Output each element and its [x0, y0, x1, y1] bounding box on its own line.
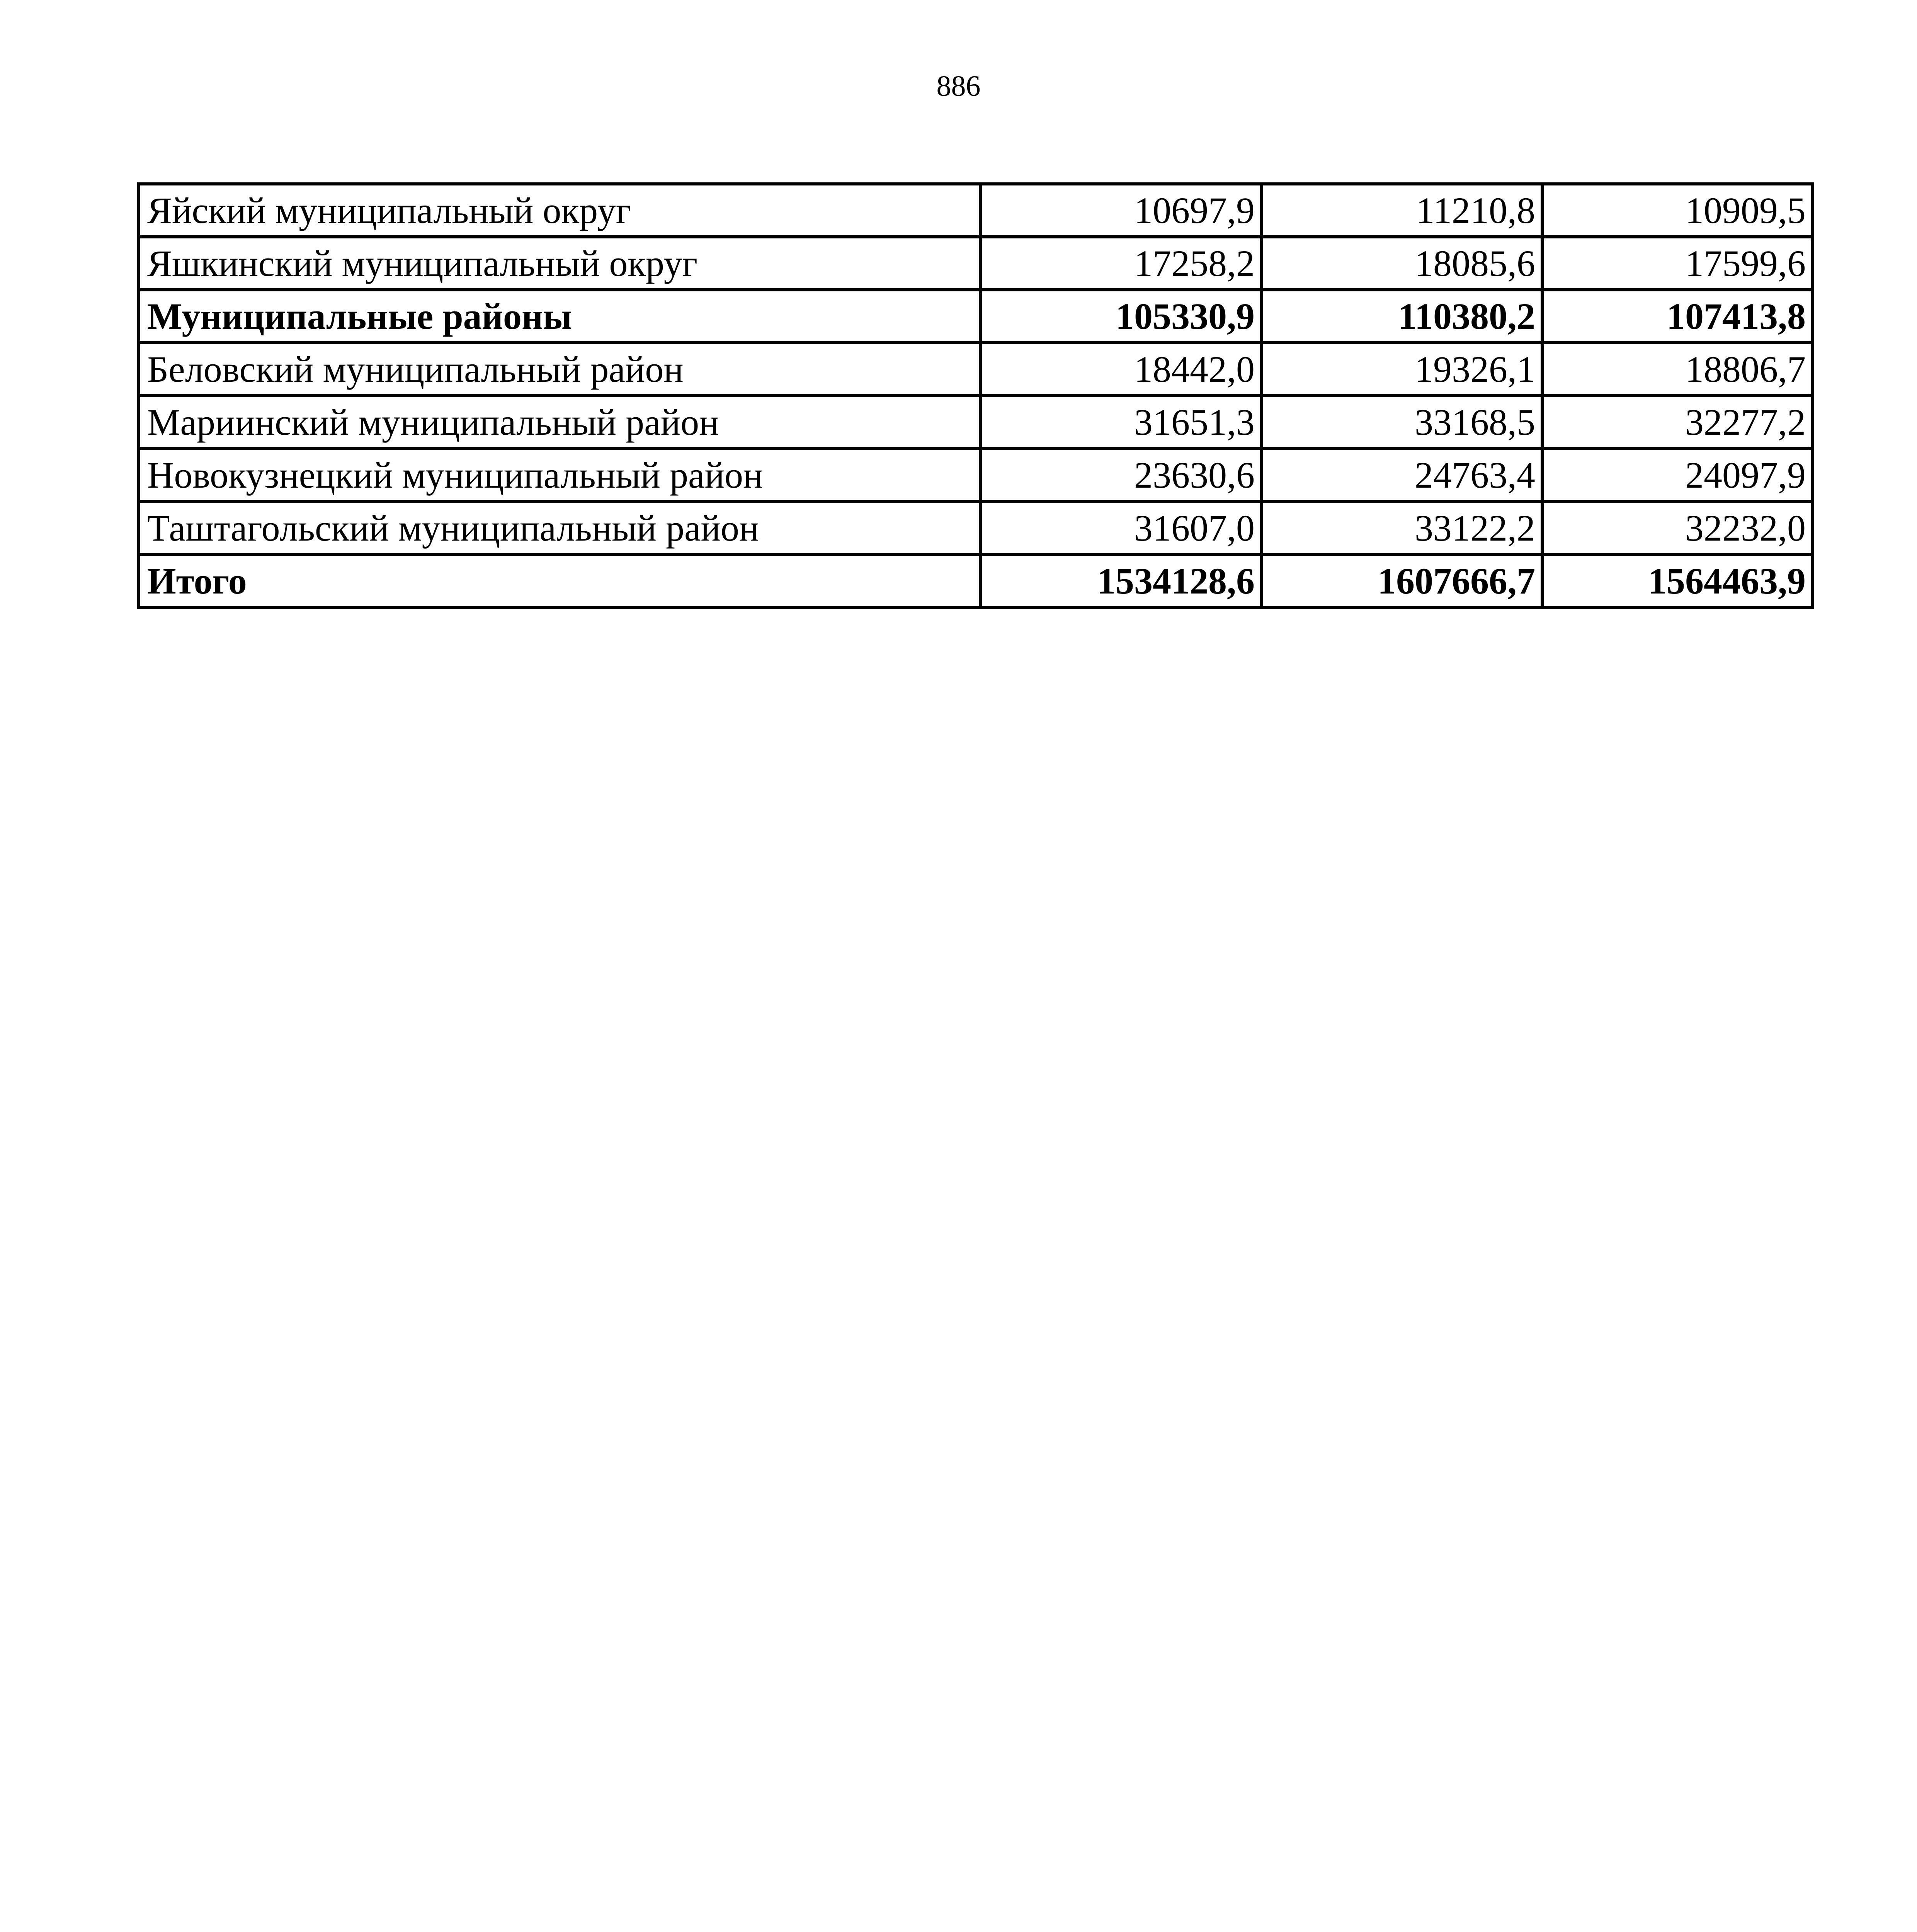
row-value-3: 1564463,9: [1542, 554, 1813, 607]
table-row: [139, 343, 1813, 396]
row-name: Таштагольский муниципальный район: [139, 502, 980, 554]
row-value-3: 24097,9: [1542, 449, 1813, 502]
total-row: [139, 554, 1813, 607]
row-value-1: 10697,9: [980, 184, 1262, 237]
row-value-2: 1607666,7: [1262, 554, 1542, 607]
table-row: [139, 184, 1813, 237]
row-value-3: 10909,5: [1542, 184, 1813, 237]
row-value-3: 32277,2: [1542, 396, 1813, 449]
row-name: Яшкинский муниципальный округ: [139, 237, 980, 290]
row-name: Мариинский муниципальный район: [139, 396, 980, 449]
row-value-1: 105330,9: [980, 290, 1262, 343]
row-value-3: 32232,0: [1542, 502, 1813, 554]
row-value-1: 17258,2: [980, 237, 1262, 290]
subtotal-row: [139, 290, 1813, 343]
row-value-3: 18806,7: [1542, 343, 1813, 396]
row-name: Беловский муниципальный район: [139, 343, 980, 396]
row-name: Новокузнецкий муниципальный район: [139, 449, 980, 502]
row-value-3: 107413,8: [1542, 290, 1813, 343]
row-value-1: 1534128,6: [980, 554, 1262, 607]
page-number: 886: [936, 70, 981, 102]
row-value-3: 17599,6: [1542, 237, 1813, 290]
table-row: [139, 396, 1813, 449]
row-value-2: 24763,4: [1262, 449, 1542, 502]
table-row: [139, 502, 1813, 554]
row-name: Муниципальные районы: [139, 290, 980, 343]
row-value-1: 23630,6: [980, 449, 1262, 502]
row-name: Яйский муниципальный округ: [139, 184, 980, 237]
budget-table: [137, 182, 1814, 609]
row-value-2: 18085,6: [1262, 237, 1542, 290]
row-value-2: 19326,1: [1262, 343, 1542, 396]
row-value-2: 11210,8: [1262, 184, 1542, 237]
table-row: [139, 449, 1813, 502]
row-value-1: 31607,0: [980, 502, 1262, 554]
table-row: [139, 237, 1813, 290]
row-name: Итого: [139, 554, 980, 607]
row-value-1: 31651,3: [980, 396, 1262, 449]
row-value-1: 18442,0: [980, 343, 1262, 396]
row-value-2: 33122,2: [1262, 502, 1542, 554]
row-value-2: 33168,5: [1262, 396, 1542, 449]
row-value-2: 110380,2: [1262, 290, 1542, 343]
